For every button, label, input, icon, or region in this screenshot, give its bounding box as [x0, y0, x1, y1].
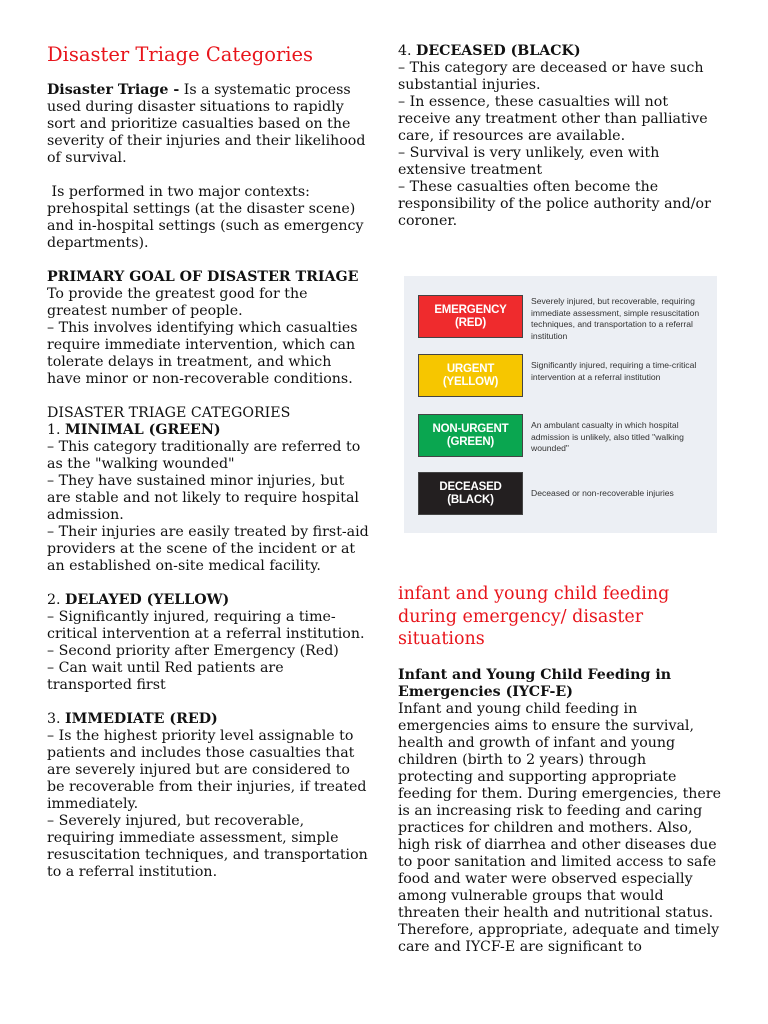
- triage-box-label: DECEASED: [439, 480, 502, 493]
- category-minimal-heading: [47, 422, 369, 439]
- triage-box-label: NON-URGENT: [432, 422, 509, 435]
- category-line: – In essence, these casualties will not receive any treatment other than palliative care, if resources are available.: [398, 94, 708, 144]
- categories-heading: DISASTER TRIAGE CATEGORIES: [47, 405, 291, 421]
- category-line: – Significantly injured, requiring a time-critical intervention at a referral institution.: [47, 609, 365, 642]
- category-line: – These casualties often become the responsibility of the police authority and/or coroner.: [398, 179, 711, 229]
- intro-text: Is a systematic process used during disaster situations to rapidly sort and prioritize casualties based on the severity of their injuries and their likelihood of survival.: [47, 82, 366, 166]
- category-line: – Survival is very unlikely, even with extensive treatment: [398, 145, 660, 178]
- goal-line: – This involves identifying which casualties require immediate intervention, which can tolerate delays in treatment, and which have minor or non-recoverable conditions.: [47, 320, 358, 387]
- iycf-heading: [398, 667, 723, 701]
- triage-box-urgent: [418, 354, 523, 397]
- category-immediate-heading: [47, 711, 369, 728]
- category-name: DECEASED (BLACK): [416, 43, 581, 59]
- category-line: – Is the highest priority level assignable to patients and includes those casualties that are severely injured but are considered to be recoverable from their injuries, if treated immediately.: [47, 728, 367, 812]
- triage-box-label: EMERGENCY: [434, 303, 507, 316]
- category-line: – They have sustained minor injuries, but are stable and not likely to require hospital admission.: [47, 473, 359, 523]
- category-line: – Second priority after Emergency (Red): [47, 643, 339, 659]
- category-delayed-heading: [47, 592, 369, 609]
- contexts-paragraph: Is performed in two major contexts: prehospital settings (at the disaster scene) and in-hospital settings (such as emergency departments).: [47, 184, 368, 251]
- category-line: – This category are deceased or have such substantial injuries.: [398, 60, 704, 93]
- category-name: IMMEDIATE (RED): [65, 711, 218, 727]
- goal-line: To provide the greatest good for the greatest number of people.: [47, 286, 308, 319]
- triage-box-deceased: [418, 472, 523, 515]
- triage-box-label: URGENT: [446, 362, 495, 375]
- category-line: – Their injuries are easily treated by first-aid providers at the scene of the incident or at an established on-site medical facility.: [47, 524, 369, 574]
- iycf-paragraph: Infant and young child feeding in emergencies aims to ensure the survival, health and growth of infant and young children (birth to 2 years) through protecting and supporting appropriate feeding for them. During emergencies, there is an increasing risk to feeding and caring practices for children and mothers. Also, high risk of diarrhea and other diseases due to poor sanitation and limited access to safe food and water were observed especially among vulnerable groups that would threaten their health and nutritional status. Therefore, appropriate, adequate and timely care and IYCF-E are significant to: [398, 700, 721, 955]
- right-column-bottom: [398, 583, 723, 956]
- section-title: infant and young child feeding during emergency/ disaster situations: [398, 584, 670, 649]
- category-number: 3.: [47, 711, 66, 727]
- triage-description: Severely injured, but recoverable, requiring immediate assessment, simple resuscitation techniques, and transportation to a referral institution: [531, 296, 700, 341]
- triage-box-sublabel: (GREEN): [446, 435, 495, 448]
- triage-box-emergency: [418, 295, 523, 338]
- triage-box-sublabel: (RED): [455, 316, 486, 329]
- left-column: [47, 0, 369, 881]
- triage-description: Significantly injured, requiring a time-critical intervention at a referral institution: [531, 360, 697, 382]
- category-number: 2.: [47, 592, 66, 608]
- category-line: – Severely injured, but recoverable, requiring immediate assessment, simple resuscitation techniques, and transportation to a referral institution.: [47, 813, 368, 880]
- goal-heading: [47, 269, 369, 286]
- triage-box-sublabel: (YELLOW): [442, 375, 499, 388]
- page-title: Disaster Triage Categories: [47, 43, 314, 66]
- category-deceased-heading: [398, 43, 723, 60]
- triage-description: Deceased or non-recoverable injuries: [531, 488, 674, 498]
- intro-term: Disaster Triage -: [47, 82, 180, 98]
- iycf-heading-text: Infant and Young Child Feeding in Emergencies (IYCF-E): [398, 666, 672, 700]
- right-column-top: [398, 43, 723, 230]
- category-number: 1.: [47, 422, 66, 438]
- goal-heading-text: PRIMARY GOAL OF DISASTER TRIAGE: [47, 269, 359, 285]
- triage-figure: [404, 276, 717, 533]
- category-line: – Can wait until Red patients are transported first: [47, 660, 284, 693]
- triage-box-non-urgent: [418, 414, 523, 457]
- intro-paragraph: [47, 82, 369, 167]
- category-name: MINIMAL (GREEN): [65, 422, 221, 438]
- triage-box-sublabel: (BLACK): [447, 493, 494, 506]
- category-line: – This category traditionally are referred to as the "walking wounded": [47, 439, 361, 472]
- triage-description: An ambulant casualty in which hospital admission is unlikely, also titled "walking wounded": [531, 420, 684, 453]
- category-number: 4.: [398, 43, 417, 59]
- category-name: DELAYED (YELLOW): [65, 592, 230, 608]
